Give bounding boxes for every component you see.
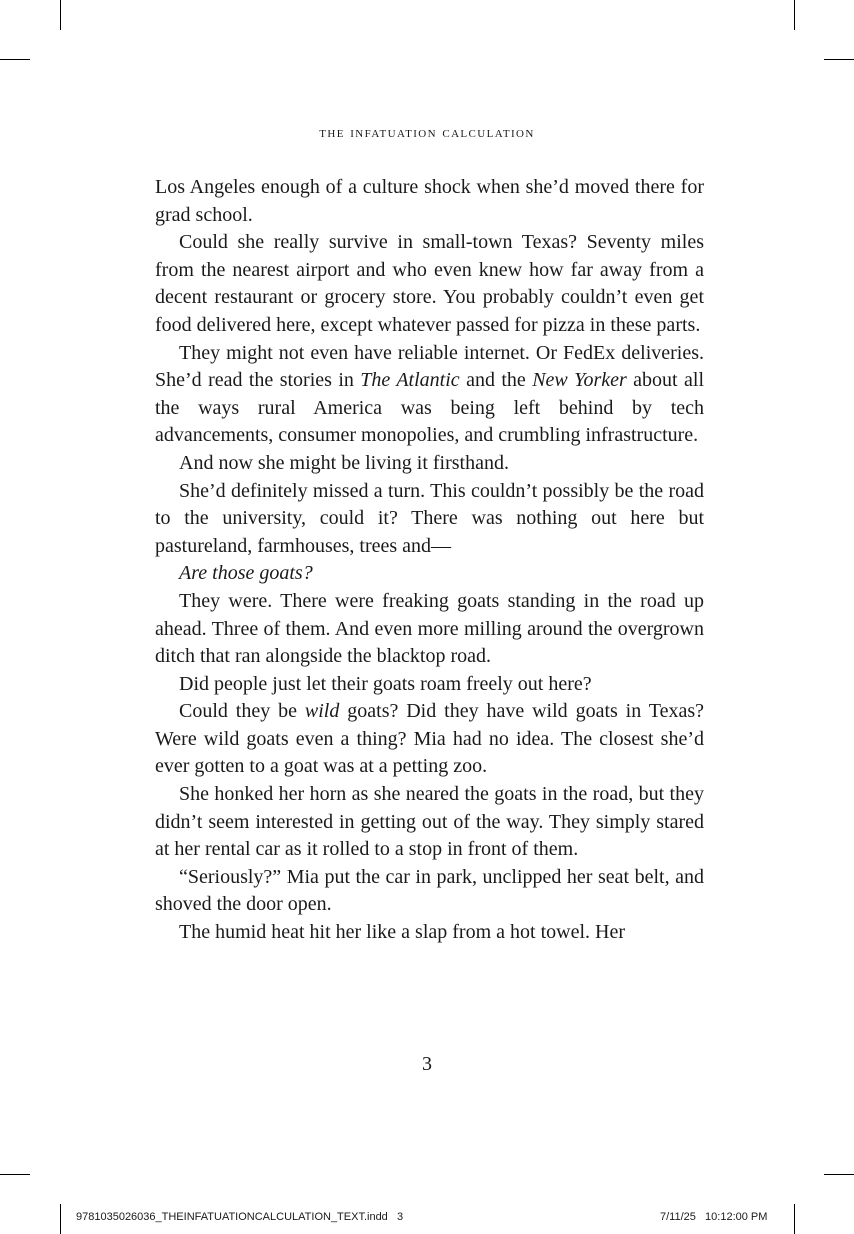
text-run: Could they be [179, 700, 305, 723]
text-run: Could she really survive in small-town Texas? Seventy miles from the nearest airport and who even knew how far away from a decent restaurant or grocery store. You probably couldn’t even get food delivered here, except whatever passed for pizza in these parts. [155, 231, 704, 336]
page-number: 3 [422, 1053, 432, 1075]
running-head: the infatuation calculation [319, 124, 535, 141]
paragraph [155, 919, 704, 947]
crop-mark-bottom-right-v [794, 1204, 795, 1234]
text-run: She’d definitely missed a turn. This couldn’t possibly be the road to the university, could it? There was nothing out here but pastureland, farmhouses, trees and— [155, 479, 704, 557]
paragraph [155, 864, 704, 919]
body-text [155, 174, 704, 947]
text-run: Did people just let their goats roam freely out here? [179, 672, 592, 695]
paragraph [155, 588, 704, 671]
paragraph [155, 174, 704, 229]
text-run: Los Angeles enough of a culture shock when she’d moved there for grad school. [155, 176, 704, 226]
italic-text: New Yorker [532, 369, 627, 392]
crop-mark-top-left-h [0, 59, 30, 60]
text-run: And now she might be living it firsthand. [179, 451, 509, 474]
text-run: about all the ways rural America was being left behind by tech advancements, consumer monopolies, and crumbling infrastructure. [155, 369, 705, 447]
text-run: They might not even have reliable internet. Or FedEx deliveries. She’d read the stories in [155, 341, 704, 392]
text-run: The humid heat hit her like a slap from a hot towel. Her [179, 921, 625, 944]
text-run: “Seriously?” Mia put the car in park, unclipped her seat belt, and shoved the door open. [155, 865, 704, 916]
paragraph [155, 560, 704, 588]
slug-timestamp: 7/11/25 10:12:00 PM [660, 1211, 768, 1223]
paragraph [155, 781, 704, 864]
paragraph [155, 450, 704, 478]
text-run: She honked her horn as she neared the goats in the road, but they didn’t seem interested in getting out of the way. They simply stared at her rental car as it rolled to a stop in front of them. [155, 783, 704, 861]
text-run: and the [459, 369, 533, 392]
slug-file-name: 9781035026036_THEINFATUATIONCALCULATION_TEXT.indd 3 [76, 1211, 404, 1223]
text-run: They were. There were freaking goats standing in the road up ahead. Three of them. And even more milling around the overgrown ditch that ran alongside the blacktop road. [155, 589, 704, 668]
paragraph [155, 671, 704, 699]
italic-text: The Atlantic [360, 369, 460, 392]
paragraph [155, 698, 704, 781]
crop-mark-bottom-right-h [824, 1174, 854, 1175]
crop-mark-top-right-h [824, 59, 854, 60]
crop-mark-bottom-left-h [0, 1174, 30, 1175]
paragraph [155, 229, 704, 339]
paragraph [155, 340, 704, 450]
crop-mark-bottom-left-v [60, 1204, 61, 1234]
italic-text: Are those goats? [179, 562, 313, 585]
italic-text: wild [304, 700, 340, 723]
text-run: goats? Did they have wild goats in Texas? Were wild goats even a thing? Mia had no idea. The closest she’d ever gotten to a goat was at a petting zoo. [155, 700, 705, 778]
crop-mark-top-right-v [794, 0, 795, 30]
crop-mark-top-left-v [60, 0, 61, 30]
paragraph [155, 478, 704, 561]
